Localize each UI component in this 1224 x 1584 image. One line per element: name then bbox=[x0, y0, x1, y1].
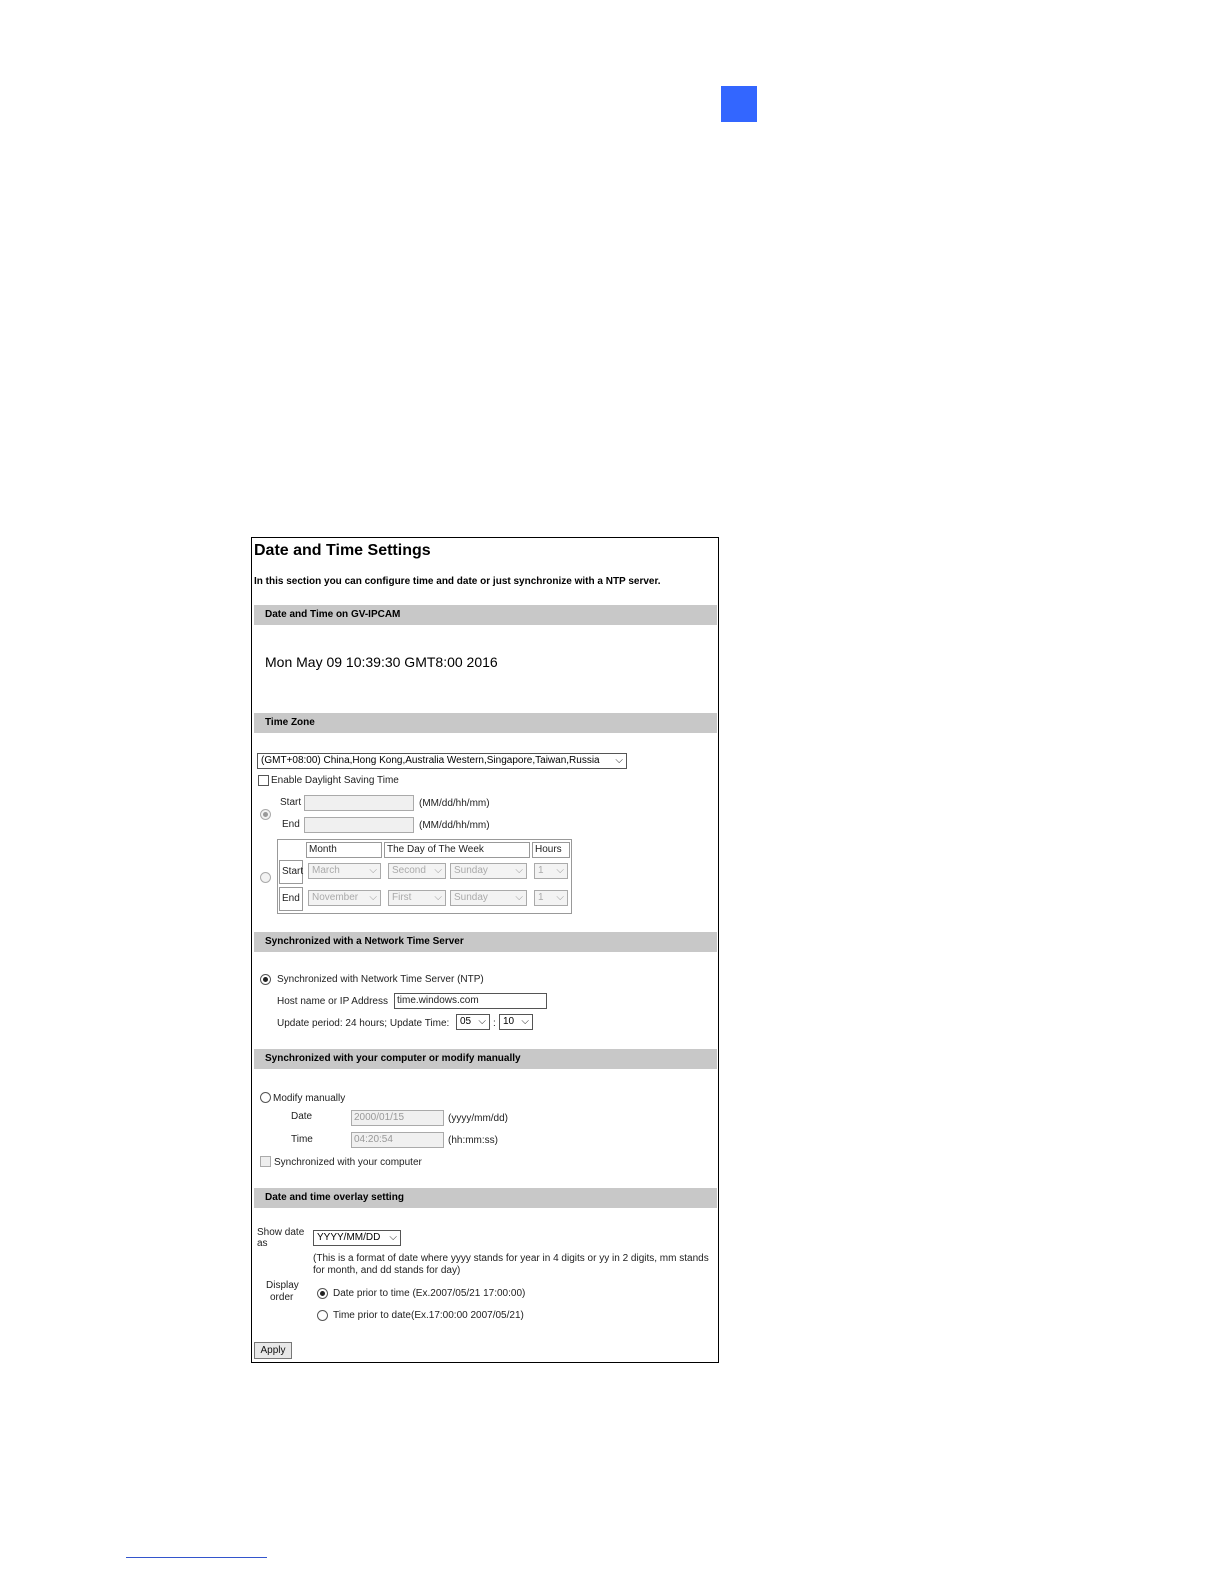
table-header-hours: Hours bbox=[532, 842, 570, 858]
date-time-settings-panel bbox=[251, 537, 719, 1363]
ntp-minute-select[interactable]: 10 ⌵ bbox=[499, 1014, 533, 1030]
chevron-down-icon: ⌵ bbox=[515, 892, 523, 903]
sync-computer-checkbox[interactable] bbox=[260, 1156, 271, 1167]
chapter-tab bbox=[721, 86, 757, 122]
show-date-label-cont: as bbox=[257, 1238, 268, 1249]
ntp-option-label: Synchronized with Network Time Server (NTP) bbox=[277, 974, 484, 985]
display-order-label-cont: order bbox=[270, 1292, 294, 1303]
date-format-select[interactable]: YYYY/MM/DD ⌵ bbox=[313, 1230, 401, 1246]
footer-link-underline bbox=[126, 1557, 267, 1558]
modify-manually-radio[interactable] bbox=[260, 1092, 271, 1103]
section-manual-heading: Synchronized with your computer or modify manually bbox=[254, 1049, 717, 1069]
display-order-label: Display bbox=[266, 1280, 299, 1291]
dst-end-label: End bbox=[282, 819, 300, 830]
chevron-down-icon: ⌵ bbox=[369, 892, 377, 903]
manual-date-input[interactable]: 2000/01/15 bbox=[351, 1110, 444, 1126]
dst-rule-radio[interactable] bbox=[260, 872, 271, 883]
section-ntp-heading: Synchronized with a Network Time Server bbox=[254, 932, 717, 952]
chevron-down-icon: ⌵ bbox=[521, 1016, 529, 1027]
dst-start-hint: (MM/dd/hh/mm) bbox=[419, 798, 490, 809]
chevron-down-icon: ⌵ bbox=[478, 1016, 486, 1027]
manual-time-hint: (hh:mm:ss) bbox=[448, 1135, 498, 1146]
sync-computer-label: Synchronized with your computer bbox=[274, 1157, 422, 1168]
end-hour-select[interactable]: 1 ⌵ bbox=[534, 890, 568, 906]
date-first-label: Date prior to time (Ex.2007/05/21 17:00:00) bbox=[333, 1288, 526, 1299]
dst-label: Enable Daylight Saving Time bbox=[271, 775, 399, 786]
chevron-down-icon: ⌵ bbox=[434, 865, 442, 876]
manual-time-label: Time bbox=[291, 1134, 313, 1145]
end-day-select[interactable]: Sunday ⌵ bbox=[450, 890, 527, 906]
table-header-month: Month bbox=[306, 842, 382, 858]
ntp-host-label: Host name or IP Address bbox=[277, 996, 388, 1007]
chevron-down-icon: ⌵ bbox=[515, 865, 523, 876]
ntp-host-input[interactable]: time.windows.com bbox=[394, 993, 547, 1009]
section-timezone-heading: Time Zone bbox=[254, 713, 717, 733]
show-date-label: Show date bbox=[257, 1227, 305, 1238]
chevron-down-icon: ⌵ bbox=[556, 892, 564, 903]
date-format-note: (This is a format of date where yyyy stands for year in 4 digits or yy in 2 digits, mm stands bbox=[313, 1253, 709, 1264]
page-title: Date and Time Settings bbox=[254, 542, 431, 559]
start-hour-select[interactable]: 1 ⌵ bbox=[534, 863, 568, 879]
dst-start-input[interactable] bbox=[304, 795, 414, 811]
dst-rule-table bbox=[277, 839, 572, 914]
timezone-value: (GMT+08:00) China,Hong Kong,Australia Western,Singapore,Taiwan,Russia bbox=[261, 755, 600, 766]
dst-end-input[interactable] bbox=[304, 817, 414, 833]
table-row-end-label: End bbox=[279, 887, 303, 911]
table-header-weekday: The Day of The Week bbox=[384, 842, 530, 858]
dst-checkbox[interactable] bbox=[258, 775, 269, 786]
table-row-start-label: Start bbox=[279, 860, 303, 884]
dst-date-radio[interactable] bbox=[260, 809, 271, 820]
start-month-select[interactable]: March ⌵ bbox=[308, 863, 381, 879]
manual-date-label: Date bbox=[291, 1111, 313, 1122]
ntp-time-separator: : bbox=[493, 1018, 496, 1029]
chevron-down-icon: ⌵ bbox=[389, 1232, 397, 1243]
start-week-select[interactable]: Second ⌵ bbox=[388, 863, 446, 879]
manual-date-hint: (yyyy/mm/dd) bbox=[448, 1113, 508, 1124]
modify-manually-label: Modify manually bbox=[273, 1093, 346, 1104]
dst-end-hint: (MM/dd/hh/mm) bbox=[419, 820, 490, 831]
intro-text: In this section you can configure time and date or just synchronize with a NTP server. bbox=[254, 576, 661, 587]
current-clock: Mon May 09 10:39:30 GMT8:00 2016 bbox=[265, 654, 498, 670]
time-first-label: Time prior to date(Ex.17:00:00 2007/05/21) bbox=[333, 1310, 524, 1321]
end-week-select[interactable]: First ⌵ bbox=[388, 890, 446, 906]
chevron-down-icon: ⌵ bbox=[556, 865, 564, 876]
section-current-heading: Date and Time on GV-IPCAM bbox=[254, 605, 717, 625]
manual-time-input[interactable]: 04:20:54 bbox=[351, 1132, 444, 1148]
date-first-radio[interactable] bbox=[317, 1288, 328, 1299]
chevron-down-icon: ⌵ bbox=[434, 892, 442, 903]
timezone-select[interactable] bbox=[257, 753, 627, 769]
start-day-select[interactable]: Sunday ⌵ bbox=[450, 863, 527, 879]
time-first-radio[interactable] bbox=[317, 1310, 328, 1321]
chevron-down-icon: ⌵ bbox=[369, 865, 377, 876]
section-overlay-heading: Date and time overlay setting bbox=[254, 1188, 717, 1208]
end-month-select[interactable]: November ⌵ bbox=[308, 890, 381, 906]
ntp-hour-select[interactable]: 05 ⌵ bbox=[456, 1014, 490, 1030]
chevron-down-icon: ⌵ bbox=[615, 755, 623, 766]
ntp-update-label: Update period: 24 hours; Update Time: bbox=[277, 1018, 450, 1029]
ntp-radio[interactable] bbox=[260, 974, 271, 985]
apply-button[interactable]: Apply bbox=[254, 1342, 292, 1359]
dst-start-label: Start bbox=[280, 797, 302, 808]
date-format-note-cont: for month, and dd stands for day) bbox=[313, 1265, 461, 1276]
